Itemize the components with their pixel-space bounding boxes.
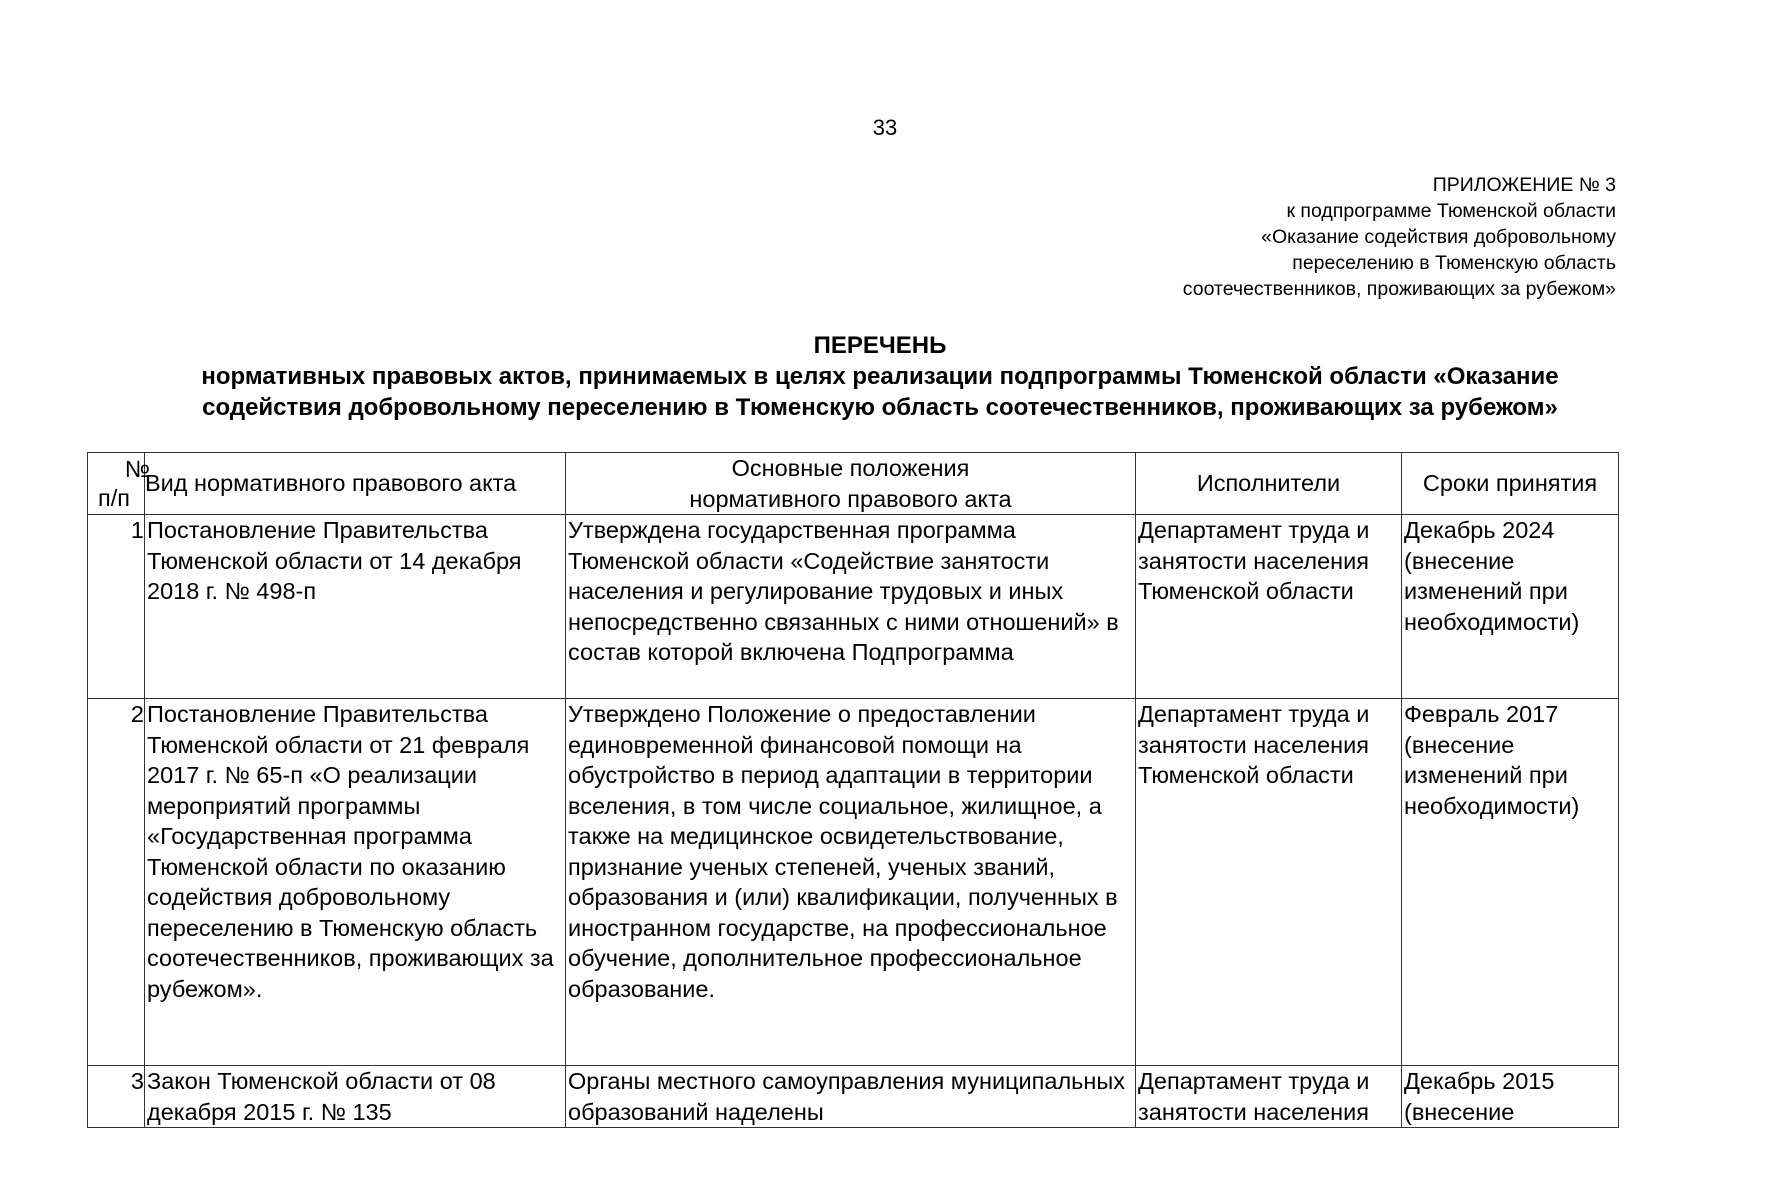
header-provisions-line-1: Основные положения [731, 455, 970, 481]
header-act-type [145, 453, 566, 515]
act-type-cell [145, 515, 566, 699]
deadline-cell [1402, 699, 1619, 1066]
page-number: 33 [872, 115, 898, 140]
table-row [88, 699, 1619, 1066]
act-type-text: Закон Тюменской области от 08 декабря 2015 г. № 135 [147, 1068, 496, 1125]
header-provisions-line-2: нормативного правового акта [689, 485, 1012, 512]
provisions-cell [566, 515, 1136, 699]
act-type-text: Постановление Правительства Тюменской области от 21 февраля 2017 г. № 65-п «О реализации мероприятий программы «Государственная программа Тюменской области по оказанию содействия добровольному переселению в Тюменскую область соотечественников, проживающих за рубежом». [147, 701, 554, 1002]
table-row [88, 1066, 1619, 1128]
row-number: 2 [88, 699, 145, 1066]
row-number: 3 [88, 1066, 145, 1128]
header-number [88, 453, 150, 515]
deadline-text: Февраль 2017 (внесение изменений при необходимости) [1404, 701, 1580, 819]
appendix-line: «Оказание содействия добровольному [1261, 226, 1616, 248]
appendix-line: переселению в Тюменскую область [1292, 252, 1616, 274]
provisions-text: Утверждено Положение о предоставлении единовременной финансовой помощи на обустройство в период адаптации в территории вселения, в том числе социальное, жилищное, а также на медицинское освидетельствование, признание ученых степеней, ученых званий, образования и (или) квалификации, полученных в иностранном государстве, на профессиональное обучение, дополнительное профессиональное образование. [568, 701, 1118, 1002]
title-line-2: содействия добровольному переселению в Тюменскую область соотечественников, проживающих за рубежом» [202, 394, 1558, 421]
executors-text: Департамент труда и занятости населения Тюменской области [1138, 701, 1370, 788]
appendix-line: соотечественников, проживающих за рубежом» [1182, 278, 1616, 300]
deadline-cell [1402, 1066, 1619, 1128]
title-line-1: нормативных правовых актов, принимаемых в целях реализации подпрограммы Тюменской области «Оказание [201, 363, 1559, 390]
table-header-row [88, 453, 1619, 515]
act-type-cell [145, 1066, 566, 1128]
header-number-sign: № [124, 455, 150, 482]
appendix-line: ПРИЛОЖЕНИЕ № 3 [1432, 174, 1616, 196]
header-act-type-label: Вид нормативного правового акта [145, 470, 517, 497]
executors-cell [1136, 515, 1402, 699]
appendix-header [916, 172, 1616, 302]
legal-acts-table [87, 452, 1619, 1128]
row-number: 1 [88, 515, 145, 699]
provisions-cell [566, 1066, 1136, 1128]
header-executors-label: Исполнители [1196, 470, 1341, 497]
deadline-text: Декабрь 2024 (внесение изменений при необходимости) [1404, 517, 1580, 635]
document-title [130, 330, 1630, 423]
title-main: ПЕРЕЧЕНЬ [813, 332, 947, 359]
appendix-line: к подпрограмме Тюменской области [1286, 200, 1616, 222]
deadline-cell [1402, 515, 1619, 699]
header-provisions [566, 453, 1136, 515]
act-type-text: Постановление Правительства Тюменской области от 14 декабря 2018 г. № 498-п [147, 517, 522, 604]
provisions-text: Органы местного самоуправления муниципальных образований наделены [568, 1068, 1126, 1125]
executors-text: Департамент труда и занятости населения [1138, 1068, 1370, 1125]
act-type-cell [145, 699, 566, 1066]
executors-cell [1136, 699, 1402, 1066]
header-deadlines [1402, 453, 1619, 515]
header-executors [1136, 453, 1402, 515]
provisions-text: Утверждена государственная программа Тюменской области «Содействие занятости населения и регулирование трудовых и иных непосредственно связанных с ними отношений» в состав которой включена Подпрограмма [568, 517, 1119, 665]
provisions-cell [566, 699, 1136, 1066]
executors-cell [1136, 1066, 1402, 1128]
header-deadlines-label: Сроки принятия [1422, 470, 1598, 497]
deadline-text: Декабрь 2015 (внесение [1404, 1068, 1555, 1125]
header-number-pp: п/п [98, 485, 130, 511]
executors-text: Департамент труда и занятости населения Тюменской области [1138, 517, 1370, 604]
table-row [88, 515, 1619, 699]
